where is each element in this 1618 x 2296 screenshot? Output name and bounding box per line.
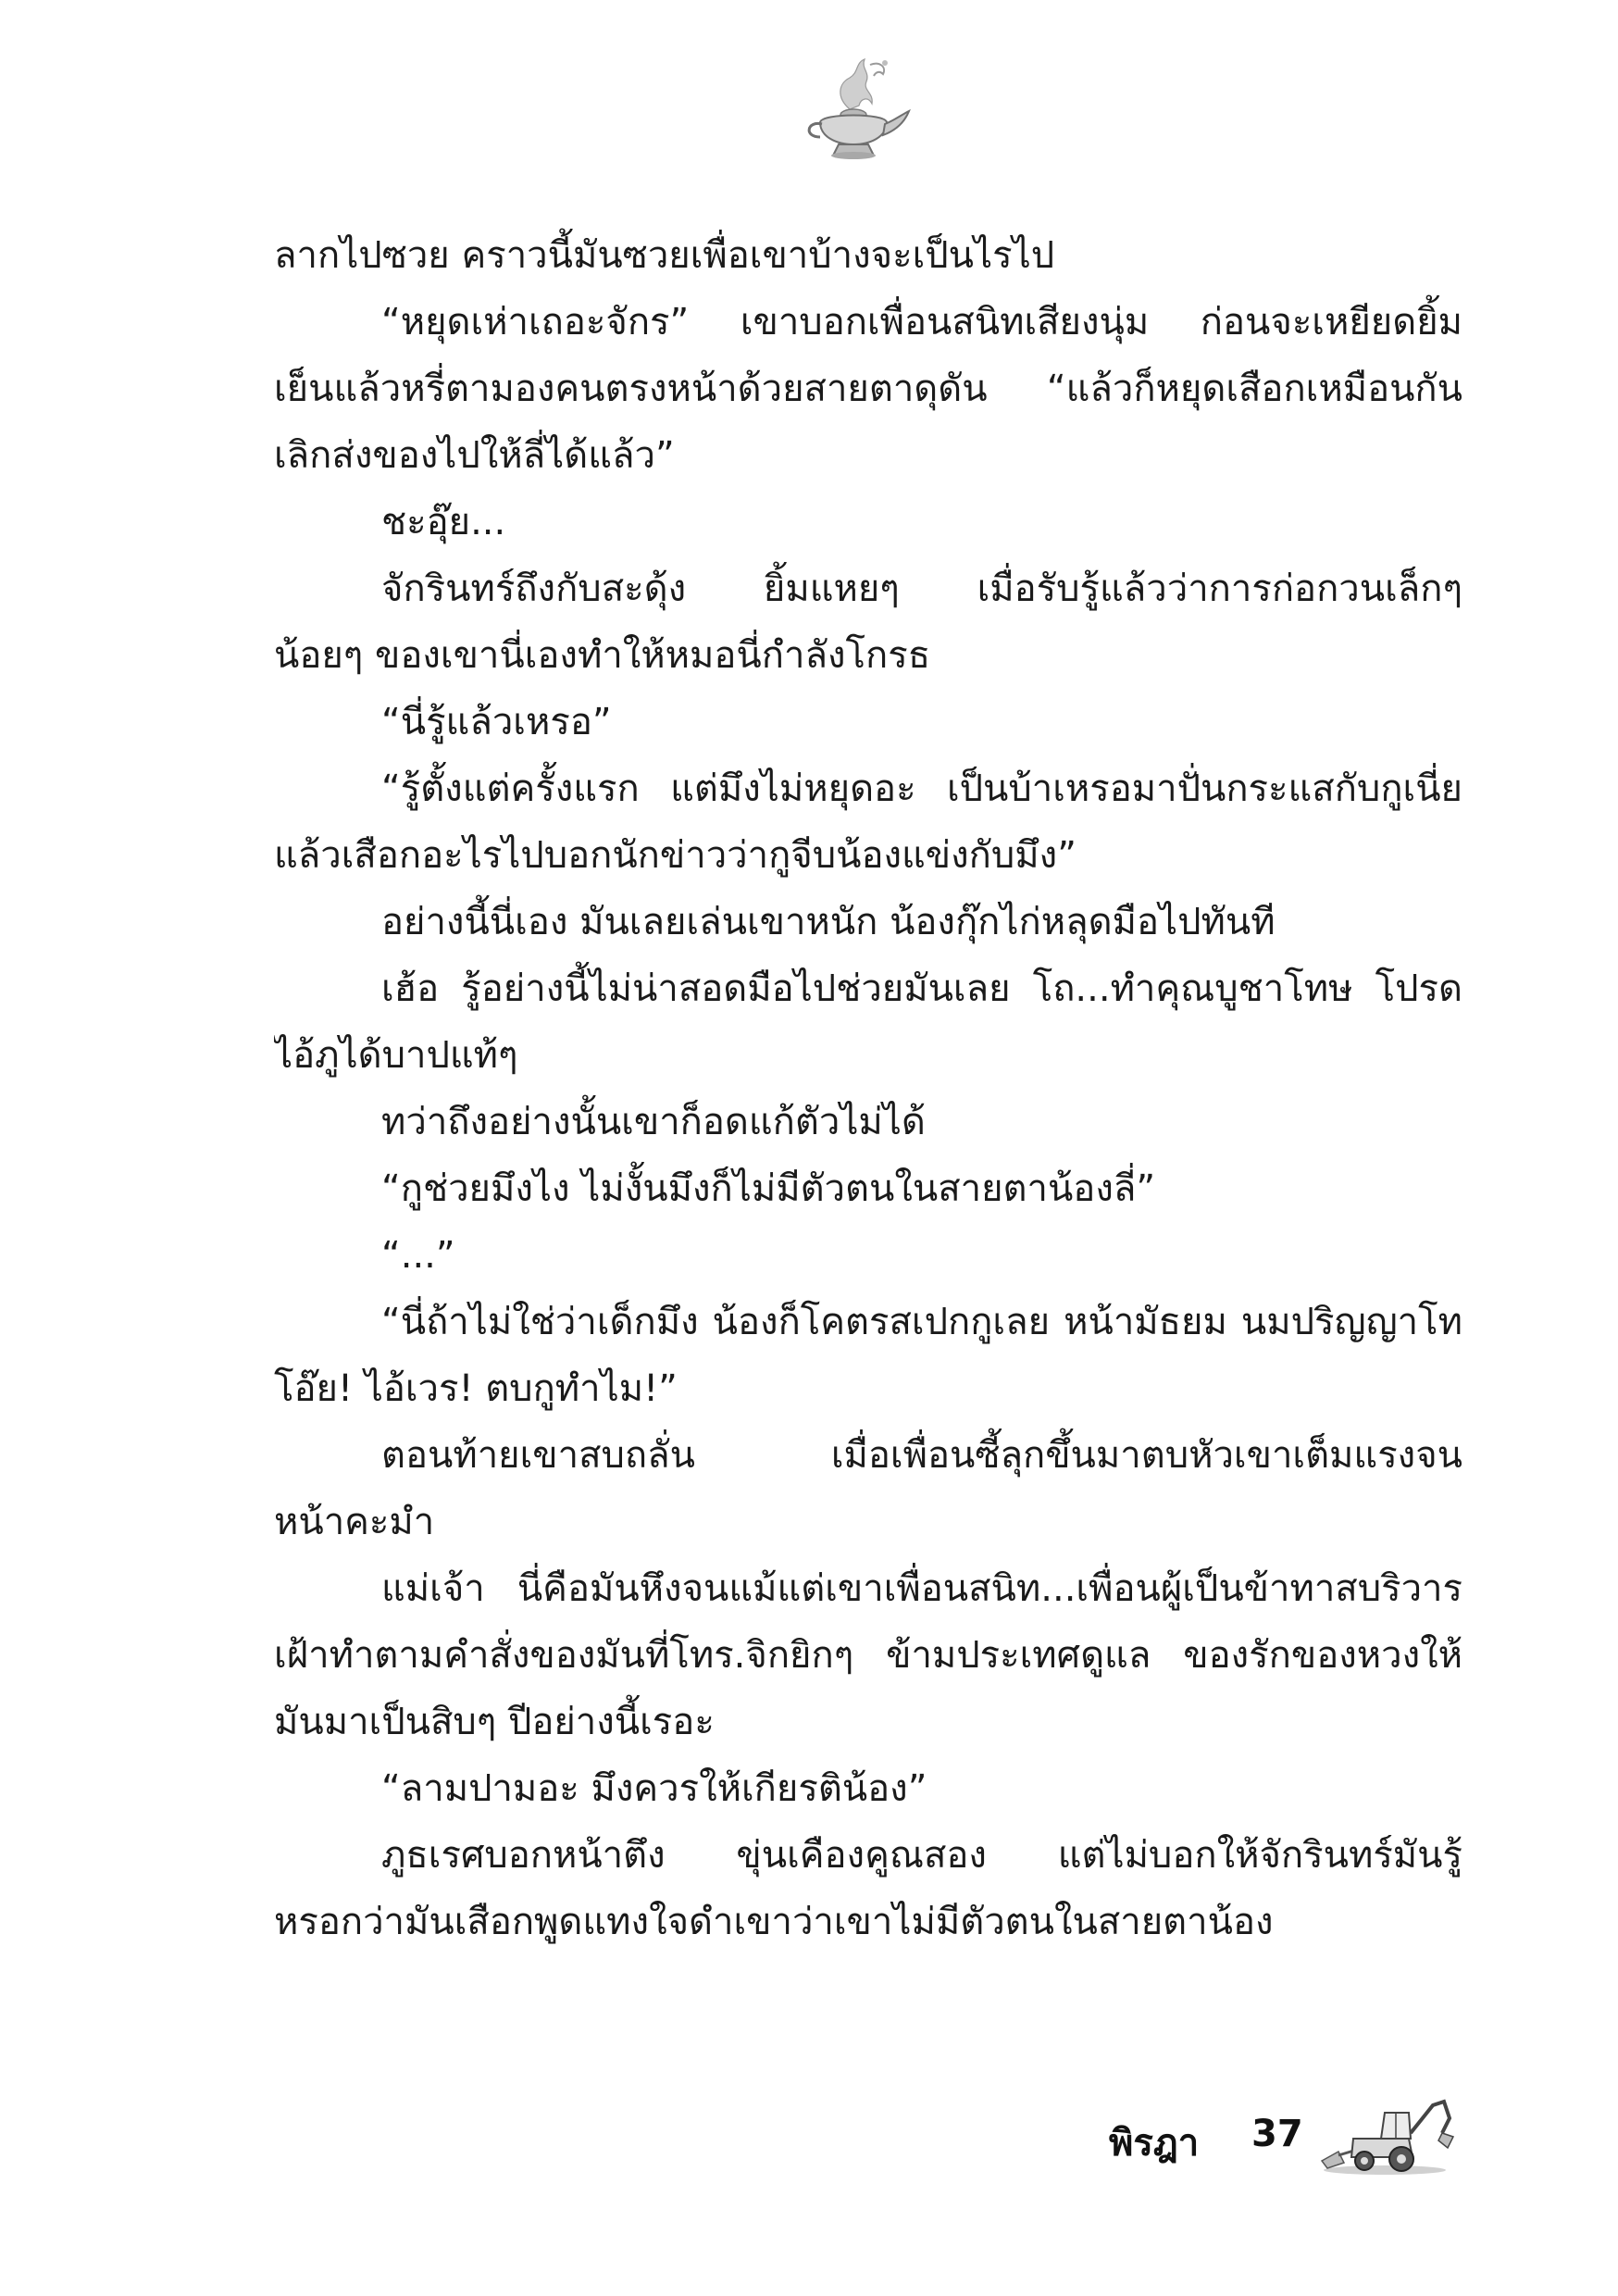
genie-lamp-icon xyxy=(794,56,915,167)
text-line: หน้าคะมำ xyxy=(274,1501,435,1543)
text-line: เฮ้อ รู้อย่างนี้ไม่น่าสอดมือไปช่วยมันเลย โถ...ทำคุณบูชาโทษ โปรด xyxy=(381,967,1462,1010)
text-line: ทว่าถึงอย่างนั้นเขาก็อดแก้ตัวไม่ได้ xyxy=(381,1101,926,1143)
text-line: หรอกว่ามันเสือกพูดแทงใจดำเขาว่าเขาไม่มีตัวตนในสายตาน้อง xyxy=(274,1901,1274,1943)
text-line: แม่เจ้า นี่คือมันหึงจนแม้แต่เขาเพื่อนสนิท...เพื่อนผู้เป็นข้าทาสบริวาร xyxy=(381,1567,1462,1610)
backhoe-tractor-icon xyxy=(1320,2096,1459,2179)
text-line: อย่างนี้นี่เอง มันเลยเล่นเขาหนัก น้องกุ๊กไก่หลุดมือไปทันที xyxy=(381,901,1276,943)
page-number: 37 xyxy=(1251,2113,1303,2155)
text-line: มันมาเป็นสิบๆ ปีอย่างนี้เรอะ xyxy=(274,1701,715,1743)
author-name: พิรฎา xyxy=(1109,2122,1200,2165)
text-line: ชะอุ๊ย... xyxy=(381,501,506,543)
text-line: เลิกส่งของไปให้ลี่ได้แล้ว” xyxy=(274,434,675,477)
text-line: “...” xyxy=(381,1234,455,1277)
text-line: เฝ้าทำตามคำสั่งของมันที่โทร.จิกยิกๆ ข้ามประเทศดูแล ของรักของหวงให้ xyxy=(274,1634,1462,1677)
text-line: “รู้ตั้งแต่ครั้งแรก แต่มึงไม่หยุดอะ เป็นบ้าเหรอมาปั่นกระแสกับกูเนี่ย xyxy=(381,767,1462,810)
text-line: ลากไปซวย คราวนี้มันซวยเพื่อเขาบ้างจะเป็นไรไป xyxy=(274,234,1055,277)
body-text xyxy=(274,222,1462,1955)
text-line: “หยุดเห่าเถอะจักร” เขาบอกเพื่อนสนิทเสียงนุ่ม ก่อนจะเหยียดยิ้ม xyxy=(381,301,1462,343)
text-line: โอ๊ย! ไอ้เวร! ตบกูทำไม!” xyxy=(274,1367,678,1410)
text-line: น้อยๆ ของเขานี่เองทำให้หมอนี่กำลังโกรธ xyxy=(274,634,931,677)
text-line: เย็นแล้วหรี่ตามองคนตรงหน้าด้วยสายตาดุดัน “แล้วก็หยุดเสือกเหมือนกัน xyxy=(274,368,1462,410)
text-line: “ลามปามอะ มึงควรให้เกียรติน้อง” xyxy=(381,1767,927,1810)
text-line: ไอ้ภูได้บาปแท้ๆ xyxy=(274,1034,518,1077)
text-line: จักรินทร์ถึงกับสะดุ้ง ยิ้มแหยๆ เมื่อรับรู้แล้วว่าการก่อกวนเล็กๆ xyxy=(381,568,1462,610)
text-line: “นี่รู้แล้วเหรอ” xyxy=(381,701,612,743)
text-line: แล้วเสือกอะไรไปบอกนักข่าวว่ากูจีบน้องแข่งกับมึง” xyxy=(274,834,1077,877)
text-line: ภูธเรศบอกหน้าตึง ขุ่นเคืองคูณสอง แต่ไม่บอกให้จักรินทร์มันรู้ xyxy=(381,1834,1462,1877)
page-footer xyxy=(1101,2096,1472,2179)
text-line: ตอนท้ายเขาสบถลั่น เมื่อเพื่อนซี้ลุกขึ้นมาตบหัวเขาเต็มแรงจน xyxy=(381,1434,1462,1477)
text-line: “นี่ถ้าไม่ใช่ว่าเด็กมึง น้องก็โคตรสเปกกูเลย หน้ามัธยม นมปริญญาโท xyxy=(381,1301,1462,1343)
text-line: “กูช่วยมึงไง ไม่งั้นมึงก็ไม่มีตัวตนในสายตาน้องลี่” xyxy=(381,1167,1156,1210)
